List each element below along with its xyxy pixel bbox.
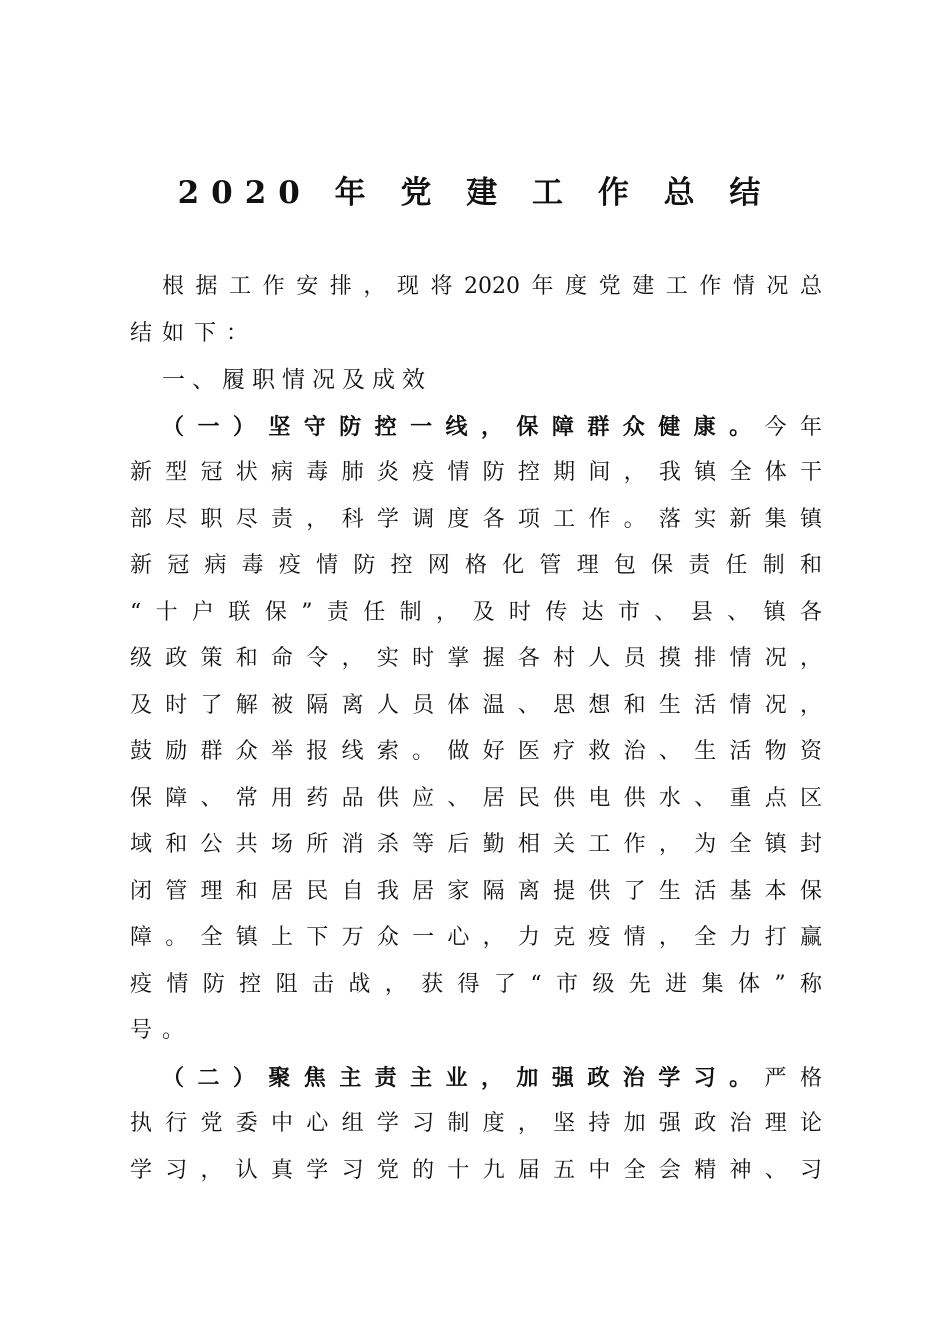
item2-first-line-rest: 严格: [764, 1065, 822, 1091]
item1-line: 及时了解被隔离人员体温、思想和生活情况，: [130, 692, 822, 718]
item1-lead: （一）坚守防控一线，保障群众健康。: [162, 413, 765, 440]
item1-line: 新冠病毒疫情防控网格化管理包保责任制和: [130, 553, 822, 578]
item1-line: 级政策和命令，实时掌握各村人员摸排情况，: [130, 646, 822, 671]
item1-line: 新型冠状病毒肺炎疫情防控期间，我镇全体干: [130, 460, 822, 485]
document-body: [130, 264, 822, 1194]
item2-line: 学习，认真学习党的十九届五中全会精神、习: [130, 1157, 822, 1183]
document-title: 2020 年 党 建 工 作 总 结: [177, 175, 773, 211]
section-heading-1: 一、履职情况及成效: [162, 367, 432, 393]
item2-line: 执行党委中心组学习制度，坚持加强政治理论: [130, 1111, 822, 1136]
item1-first-line-rest: 今年: [764, 414, 822, 440]
item2-lead: （二）聚焦主责主业，加强政治学习。: [162, 1064, 765, 1091]
item1-line: 疫情防控阻击战，获得了“市级先进集体”称: [130, 971, 822, 997]
item1-first-line: [130, 404, 822, 451]
item1-line-last: 号。: [130, 1018, 195, 1043]
item2-first-line: [130, 1055, 822, 1102]
item1-line: 鼓励群众举报线索。做好医疗救治、生活物资: [130, 739, 822, 764]
intro-line-2: 结如下：: [130, 320, 259, 346]
item1-line: 域和公共场所消杀等后勤相关工作，为全镇封: [130, 832, 822, 857]
intro-line-1: 根据工作安排，现将2020年度党建工作情况总: [162, 274, 822, 299]
item1-line: “十户联保”责任制，及时传达市、县、镇各: [130, 599, 822, 625]
item1-line: 保障、常用药品供应、居民供电供水、重点区: [130, 785, 822, 811]
item1-line: 部尽职尽责，科学调度各项工作。落实新集镇: [130, 506, 822, 532]
item1-line: 闭管理和居民自我居家隔离提供了生活基本保: [130, 878, 822, 904]
item1-line: 障。全镇上下万众一心，力克疫情，全力打赢: [130, 925, 822, 950]
